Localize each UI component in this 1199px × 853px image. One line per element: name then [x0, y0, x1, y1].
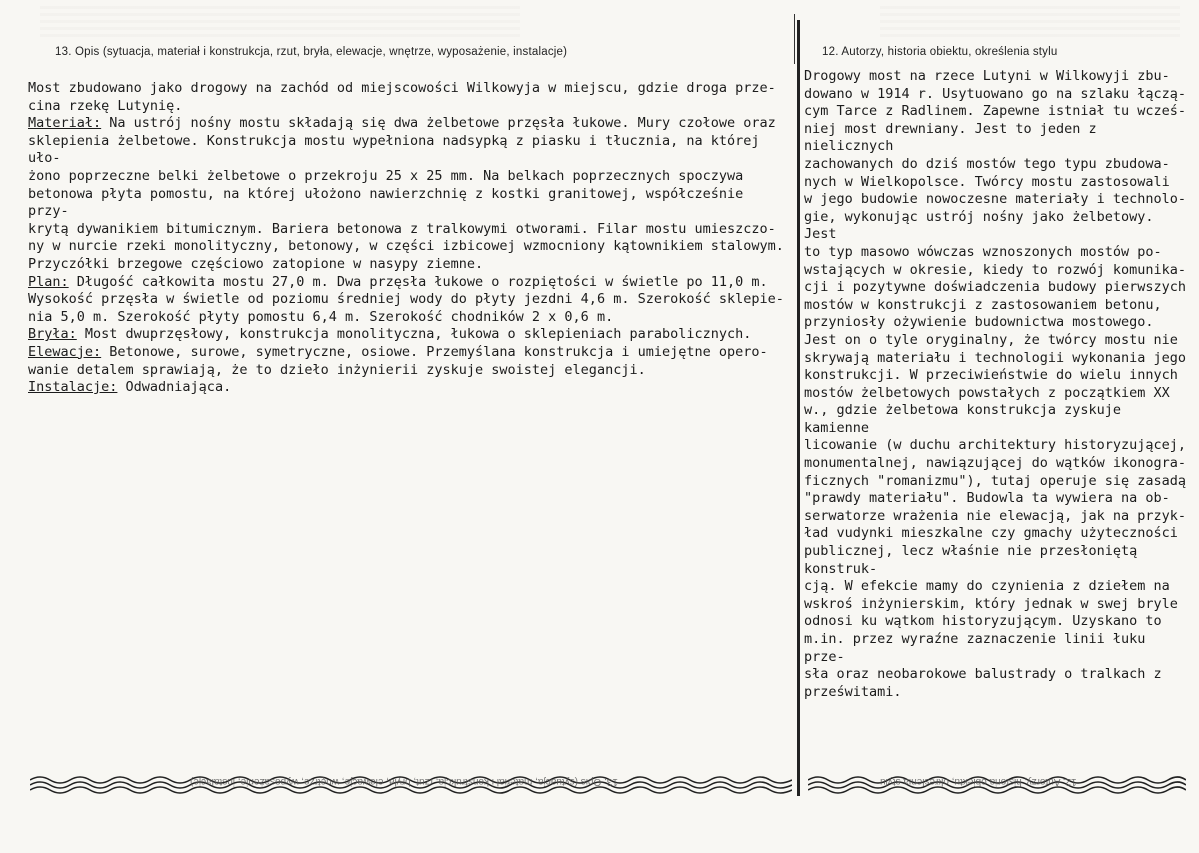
instalacje-text: Odwadniająca. [117, 379, 232, 396]
section-12-heading: 12. Autorzy, historia obiektu, określenia stylu [822, 46, 1058, 58]
history-line: "prawdy materiału". Budowla ta wywiera na ob- [804, 490, 1170, 507]
mirrored-heading-left: 13. Opis (sytuacja, materiał i konstrukcja, rzut, bryła, elewacje, wnętrze, wyposażenie, instalacje) [190, 776, 618, 787]
history-line: wstających w okresie, kiedy to rozwój komunika- [804, 261, 1187, 278]
bryla-text: Most dwuprzęsłowy, konstrukcja monolityczna, łukowa o sklepieniach parabolicznych. [76, 326, 752, 343]
elewacje-line: wanie detalem sprawiają, że to dzieło inżynierii zyskuje swoistej elegancji. [28, 361, 646, 378]
section-13-heading: 13. Opis (sytuacja, materiał i konstrukcja, rzut, bryła, elewacje, wnętrze, wyposażenie, instalacje) [55, 46, 568, 58]
history-line: sła oraz neobarokowe balustrady o tralkach z [804, 666, 1162, 683]
history-line: mostów żelbetowych powstałych z początkiem XX [804, 384, 1170, 401]
history-line: Drogowy most na rzece Lutyni w Wilkowyji zbu- [804, 68, 1170, 84]
material-line: betonowa płyta pomostu, na której ułożono nawierzchnię z kostki granitowej, współcześnie przy- [28, 185, 744, 220]
history-line: nych w Wielkopolsce. Twórcy mostu zastosowali [804, 173, 1170, 190]
bleed-through-shadow [880, 6, 1180, 40]
history-line: Jest on o tyle oryginalny, że twórcy mostu nie [804, 331, 1178, 348]
history-line: niej most drewniany. Jest to jeden z nielicznych [804, 120, 1097, 155]
elewacje-paragraph-start [28, 344, 788, 362]
description-column [28, 80, 788, 397]
history-line: cji i pozytywne doświadczenia budowy pierwszych [804, 279, 1187, 296]
history-line: to typ masowo wówczas wznoszonych mostów po- [804, 243, 1162, 260]
material-line: krytą dywanikiem bitumicznym. Bariera betonowa z tralkowymi otworami. Filar mostu umieszczo- [28, 220, 776, 237]
history-line: cją. W efekcie mamy do czynienia z dziełem na [804, 578, 1170, 595]
material-line: ny w nurcie rzeki monolityczny, betonowy, w części izbicowej wzmocniony kątownikiem stalowym. [28, 238, 784, 255]
bryla-label: Bryła: [28, 326, 77, 343]
history-line: m.in. przez wyraźne zaznaczenie linii łuku prze- [804, 631, 1146, 665]
material-label: Materiał: [28, 115, 102, 132]
history-column [804, 68, 1189, 701]
elewacje-text: Betonowe, surowe, symetryczne, osiowe. Przemyślana konstrukcja i umiejętne opero- [101, 343, 768, 360]
history-line: w jego budowie nowoczesne materiały i technolo- [804, 191, 1187, 208]
history-line: gie, wykonując ustrój nośny jako żelbetowy. Jest [804, 208, 1154, 243]
history-line: wskroś inżynierskim, który jednak w swej bryle [804, 595, 1178, 612]
instalacje-label: Instalacje: [28, 379, 118, 396]
history-line: prześwitami. [804, 683, 902, 700]
history-line: przyniosły ożywienie budownictwa mostowego. [804, 314, 1154, 331]
bryla-paragraph [28, 326, 788, 344]
history-line: cym Tarce z Radlinem. Zapewne istniał tu wcześ- [804, 103, 1187, 120]
plan-line: nia 5,0 m. Szerokość płyty pomostu 6,4 m. Szerokość chodników 2 x 0,6 m. [28, 308, 614, 325]
history-line: ficznych "romanizmu"), tutaj operuje się zasadą [804, 472, 1187, 489]
history-line: zachowanych do dziś mostów tego typu zbudowa- [804, 155, 1170, 172]
intro-line: Most zbudowano jako drogowy na zachód od miejscowości Wilkowyja w miejscu, gdzie droga prze- [28, 80, 776, 96]
instalacje-paragraph [28, 379, 788, 397]
column-divider-tick [794, 14, 795, 64]
plan-paragraph-start [28, 274, 788, 292]
history-line: konstrukcji. W przeciwieństwie do wielu innych [804, 367, 1178, 384]
mirrored-heading-right: 12. Autorzy, historia obiektu, określenia stylu [880, 776, 1077, 787]
history-line: licowanie (w duchu architektury historyzującej, [804, 437, 1187, 454]
history-line: mostów w konstrukcji z zastosowaniem betonu, [804, 296, 1162, 313]
history-line: w., gdzie żelbetowa konstrukcja zyskuje kamienne [804, 402, 1121, 436]
material-line: sklepienia żelbetowe. Konstrukcja mostu wypełniona nadsypką z piasku i tłucznia, na której uło- [28, 132, 760, 167]
history-line: monumentalnej, nawiązującej do wątków ikonogra- [804, 455, 1187, 472]
history-line: skrywają materiału i technologii wykonania jego [804, 349, 1187, 366]
plan-label: Plan: [28, 273, 69, 290]
history-line: odnosi ku wątkom historyzującym. Uzyskano to [804, 613, 1162, 630]
history-line: serwatorze wrażenia nie elewacją, jak na przyk- [804, 507, 1187, 524]
elewacje-label: Elewacje: [28, 343, 102, 360]
material-line: żono poprzeczne belki żelbetowe o przekroju 25 x 25 mm. Na belkach poprzecznych spoczywa [28, 167, 744, 184]
history-line: publicznej, lecz właśnie nie przesłoniętą konstruk- [804, 543, 1138, 577]
intro-line: cina rzekę Lutynię. [28, 97, 183, 114]
bleed-through-shadow [40, 6, 520, 40]
history-line: ład vudynki mieszkalne czy gmachy użyteczności [804, 525, 1178, 542]
column-divider [797, 20, 800, 796]
material-paragraph-start [28, 115, 788, 133]
plan-line: Wysokość przęsła w świetle od poziomu średniej wody do płyty jezdni 4,6 m. Szerokość sklepie- [28, 291, 784, 308]
plan-text: Długość całkowita mostu 27,0 m. Dwa przęsła łukowe o rozpiętości w świetle po 11,0 m. [68, 273, 768, 290]
material-line: Przyczółki brzegowe częściowo zatopione w nasypy ziemne. [28, 255, 484, 272]
history-line: dowano w 1914 r. Usytuowano go na szlaku łączą- [804, 85, 1187, 102]
material-text: Na ustrój nośny mostu składają się dwa żelbetowe przęsła łukowe. Mury czołowe oraz [101, 115, 776, 132]
